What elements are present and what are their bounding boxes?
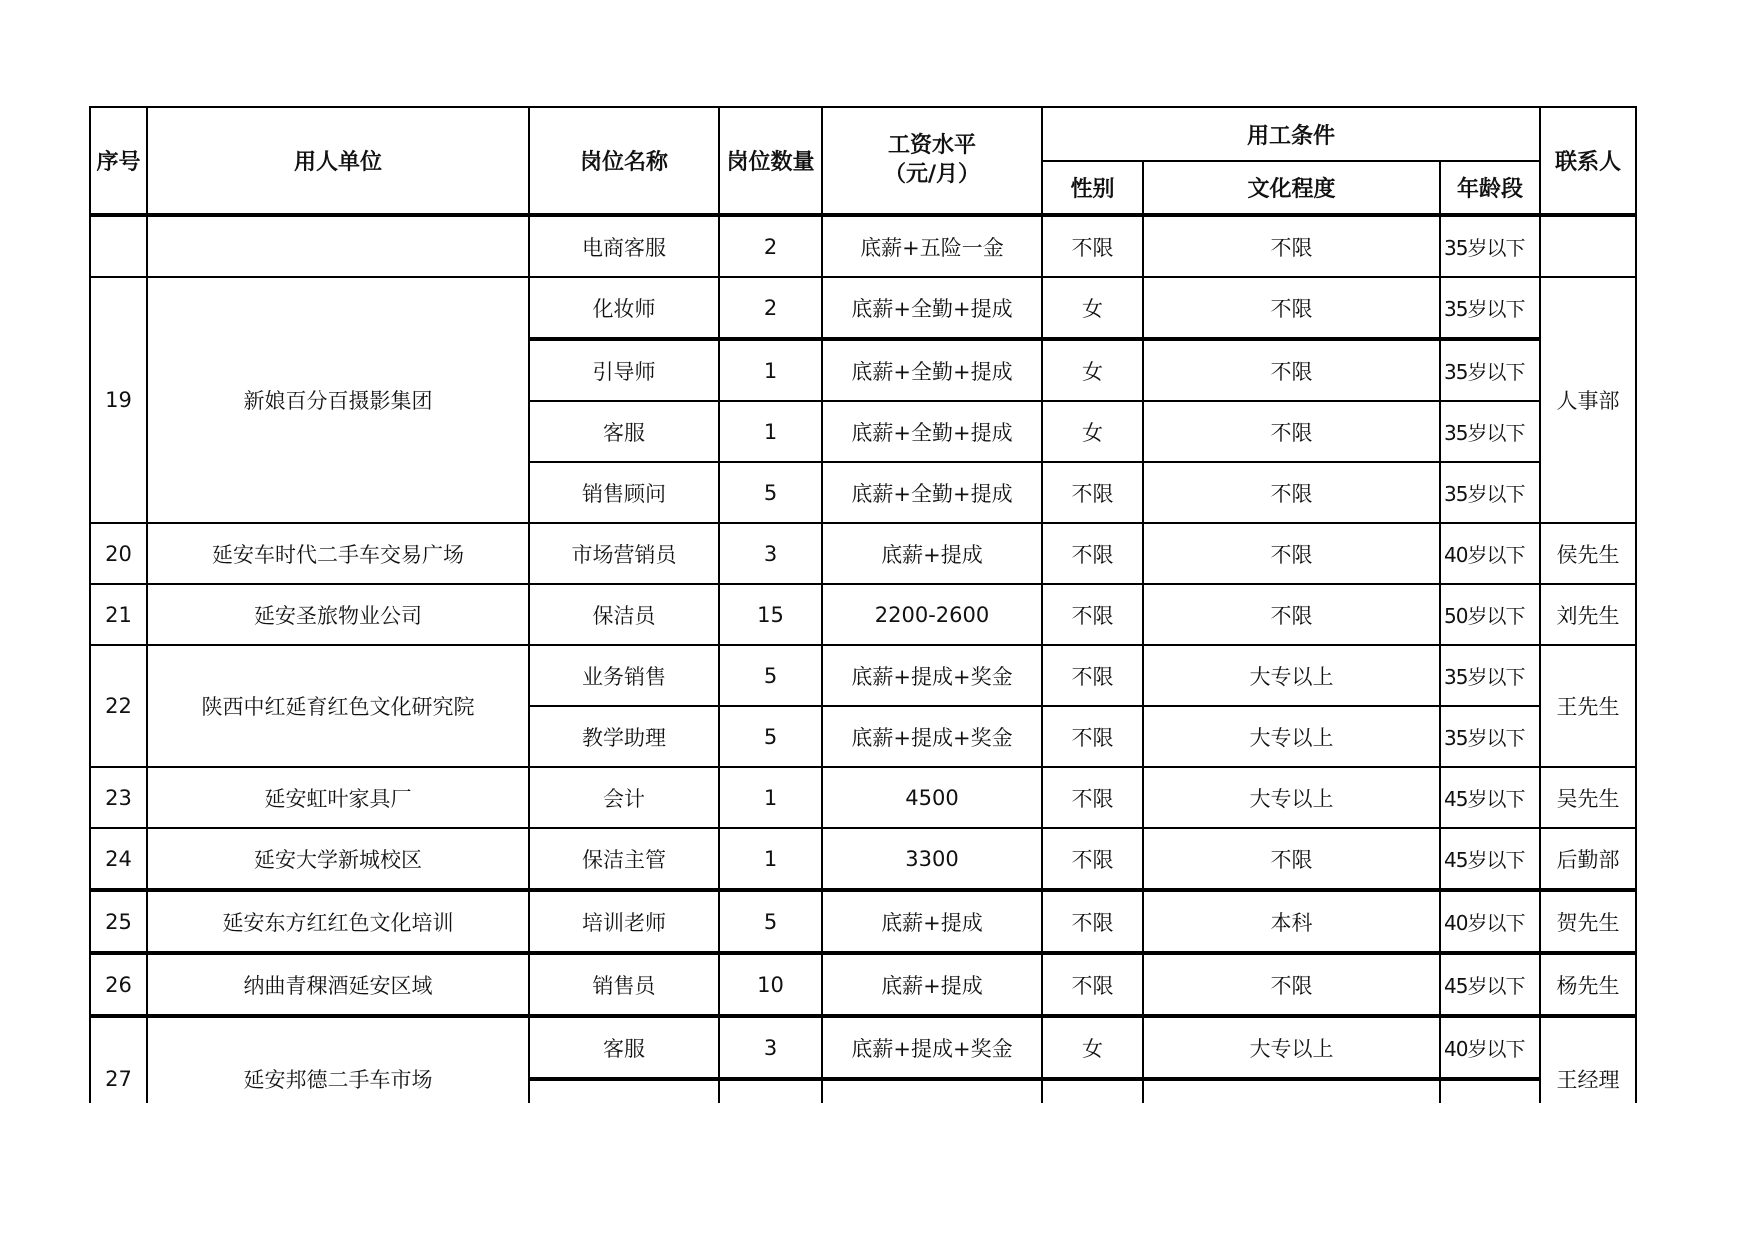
salary-cell: 2200-2600 (822, 584, 1042, 645)
position-cell: 销售员 (529, 953, 719, 1016)
employer-cell: 纳曲青稞酒延安区域 (147, 953, 529, 1016)
employer-cell: 延安虹叶家具厂 (147, 767, 529, 828)
position-cell: 客服 (529, 1016, 719, 1079)
header-age: 年龄段 (1440, 161, 1540, 215)
gender-cell: 不限 (1042, 767, 1143, 828)
salary-cell (822, 1079, 1042, 1103)
count-cell: 1 (719, 828, 822, 890)
count-cell: 1 (719, 339, 822, 401)
header-contact: 联系人 (1540, 107, 1636, 215)
header-seq: 序号 (90, 107, 147, 215)
employer-cell: 延安车时代二手车交易广场 (147, 523, 529, 584)
position-cell: 电商客服 (529, 215, 719, 277)
header-conditions: 用工条件 (1042, 107, 1540, 161)
contact-cell: 侯先生 (1540, 523, 1636, 584)
education-cell (1143, 1079, 1440, 1103)
employer-cell: 新娘百分百摄影集团 (147, 277, 529, 523)
education-cell: 大专以上 (1143, 1016, 1440, 1079)
gender-cell: 不限 (1042, 828, 1143, 890)
position-cell: 会计 (529, 767, 719, 828)
age-cell: 35岁以下 (1440, 215, 1540, 277)
table-body (90, 215, 1636, 1103)
position-cell: 客服 (529, 401, 719, 462)
seq-cell: 22 (90, 645, 147, 767)
count-cell: 3 (719, 1016, 822, 1079)
age-cell: 45岁以下 (1440, 767, 1540, 828)
salary-cell: 底薪+提成+奖金 (822, 645, 1042, 706)
education-cell: 本科 (1143, 890, 1440, 953)
gender-cell: 不限 (1042, 706, 1143, 767)
header-count: 岗位数量 (719, 107, 822, 215)
gender-cell: 女 (1042, 277, 1143, 339)
contact-cell: 王先生 (1540, 645, 1636, 767)
salary-cell: 底薪+全勤+提成 (822, 277, 1042, 339)
employer-cell: 陕西中红延育红色文化研究院 (147, 645, 529, 767)
gender-cell: 不限 (1042, 462, 1143, 523)
education-cell: 不限 (1143, 462, 1440, 523)
table-row (90, 890, 1636, 953)
count-cell: 5 (719, 706, 822, 767)
header-row-1 (90, 107, 1636, 161)
header-salary (822, 107, 1042, 215)
age-cell: 40岁以下 (1440, 890, 1540, 953)
seq-cell: 24 (90, 828, 147, 890)
seq-cell: 19 (90, 277, 147, 523)
position-cell: 化妆师 (529, 277, 719, 339)
position-cell: 保洁员 (529, 584, 719, 645)
header-education: 文化程度 (1143, 161, 1440, 215)
gender-cell: 不限 (1042, 215, 1143, 277)
header-salary-line1: 工资水平 (887, 132, 976, 158)
education-cell: 大专以上 (1143, 645, 1440, 706)
gender-cell: 不限 (1042, 645, 1143, 706)
salary-cell: 底薪+全勤+提成 (822, 401, 1042, 462)
count-cell: 1 (719, 401, 822, 462)
gender-cell: 女 (1042, 401, 1143, 462)
age-cell: 35岁以下 (1440, 339, 1540, 401)
position-cell: 培训老师 (529, 890, 719, 953)
salary-cell: 4500 (822, 767, 1042, 828)
gender-cell: 不限 (1042, 584, 1143, 645)
education-cell: 不限 (1143, 523, 1440, 584)
employer-cell (147, 215, 529, 277)
age-cell (1440, 1079, 1540, 1103)
gender-cell (1042, 1079, 1143, 1103)
education-cell: 不限 (1143, 215, 1440, 277)
count-cell: 5 (719, 645, 822, 706)
salary-cell: 底薪+提成 (822, 890, 1042, 953)
contact-cell: 吴先生 (1540, 767, 1636, 828)
salary-cell: 底薪+全勤+提成 (822, 339, 1042, 401)
table-row (90, 828, 1636, 890)
position-cell: 教学助理 (529, 706, 719, 767)
education-cell: 大专以上 (1143, 706, 1440, 767)
age-cell: 50岁以下 (1440, 584, 1540, 645)
count-cell: 15 (719, 584, 822, 645)
education-cell: 不限 (1143, 584, 1440, 645)
count-cell: 2 (719, 277, 822, 339)
age-cell: 45岁以下 (1440, 828, 1540, 890)
gender-cell: 女 (1042, 339, 1143, 401)
education-cell: 不限 (1143, 277, 1440, 339)
age-cell: 35岁以下 (1440, 706, 1540, 767)
age-cell: 40岁以下 (1440, 523, 1540, 584)
table-row (90, 215, 1636, 277)
header-salary-line2: （元/月） (883, 161, 981, 187)
header-position: 岗位名称 (529, 107, 719, 215)
salary-cell: 底薪+提成+奖金 (822, 706, 1042, 767)
count-cell: 10 (719, 953, 822, 1016)
salary-cell: 底薪+提成 (822, 953, 1042, 1016)
education-cell: 不限 (1143, 339, 1440, 401)
seq-cell: 27 (90, 1016, 147, 1103)
count-cell: 2 (719, 215, 822, 277)
employer-cell: 延安邦德二手车市场 (147, 1016, 529, 1103)
salary-cell: 底薪+全勤+提成 (822, 462, 1042, 523)
contact-cell: 杨先生 (1540, 953, 1636, 1016)
age-cell: 35岁以下 (1440, 645, 1540, 706)
salary-cell: 底薪+提成+奖金 (822, 1016, 1042, 1079)
salary-cell: 3300 (822, 828, 1042, 890)
table-row (90, 523, 1636, 584)
position-cell: 引导师 (529, 339, 719, 401)
count-cell (719, 1079, 822, 1103)
employer-cell: 延安大学新城校区 (147, 828, 529, 890)
age-cell: 40岁以下 (1440, 1016, 1540, 1079)
gender-cell: 不限 (1042, 523, 1143, 584)
age-cell: 35岁以下 (1440, 462, 1540, 523)
contact-cell: 人事部 (1540, 277, 1636, 523)
contact-cell: 后勤部 (1540, 828, 1636, 890)
employer-cell: 延安圣旅物业公司 (147, 584, 529, 645)
age-cell: 35岁以下 (1440, 277, 1540, 339)
contact-cell: 刘先生 (1540, 584, 1636, 645)
table-row (90, 277, 1636, 339)
position-cell: 销售顾问 (529, 462, 719, 523)
education-cell: 大专以上 (1143, 767, 1440, 828)
table-row (90, 1016, 1636, 1079)
header-employer: 用人单位 (147, 107, 529, 215)
seq-cell (90, 215, 147, 277)
count-cell: 5 (719, 890, 822, 953)
seq-cell: 20 (90, 523, 147, 584)
position-cell: 业务销售 (529, 645, 719, 706)
table-row (90, 584, 1636, 645)
contact-cell: 贺先生 (1540, 890, 1636, 953)
education-cell: 不限 (1143, 401, 1440, 462)
table-row (90, 645, 1636, 706)
position-cell (529, 1079, 719, 1103)
gender-cell: 不限 (1042, 953, 1143, 1016)
recruitment-table-viewport (89, 106, 1637, 1103)
age-cell: 45岁以下 (1440, 953, 1540, 1016)
position-cell: 市场营销员 (529, 523, 719, 584)
gender-cell: 女 (1042, 1016, 1143, 1079)
count-cell: 3 (719, 523, 822, 584)
recruitment-table (89, 106, 1637, 1103)
gender-cell: 不限 (1042, 890, 1143, 953)
table-row (90, 953, 1636, 1016)
contact-cell (1540, 215, 1636, 277)
education-cell: 不限 (1143, 828, 1440, 890)
employer-cell: 延安东方红红色文化培训 (147, 890, 529, 953)
age-cell: 35岁以下 (1440, 401, 1540, 462)
contact-cell: 王经理 (1540, 1016, 1636, 1103)
seq-cell: 21 (90, 584, 147, 645)
header-gender: 性别 (1042, 161, 1143, 215)
seq-cell: 26 (90, 953, 147, 1016)
education-cell: 不限 (1143, 953, 1440, 1016)
count-cell: 1 (719, 767, 822, 828)
seq-cell: 23 (90, 767, 147, 828)
salary-cell: 底薪+五险一金 (822, 215, 1042, 277)
table-row (90, 767, 1636, 828)
count-cell: 5 (719, 462, 822, 523)
seq-cell: 25 (90, 890, 147, 953)
position-cell: 保洁主管 (529, 828, 719, 890)
salary-cell: 底薪+提成 (822, 523, 1042, 584)
